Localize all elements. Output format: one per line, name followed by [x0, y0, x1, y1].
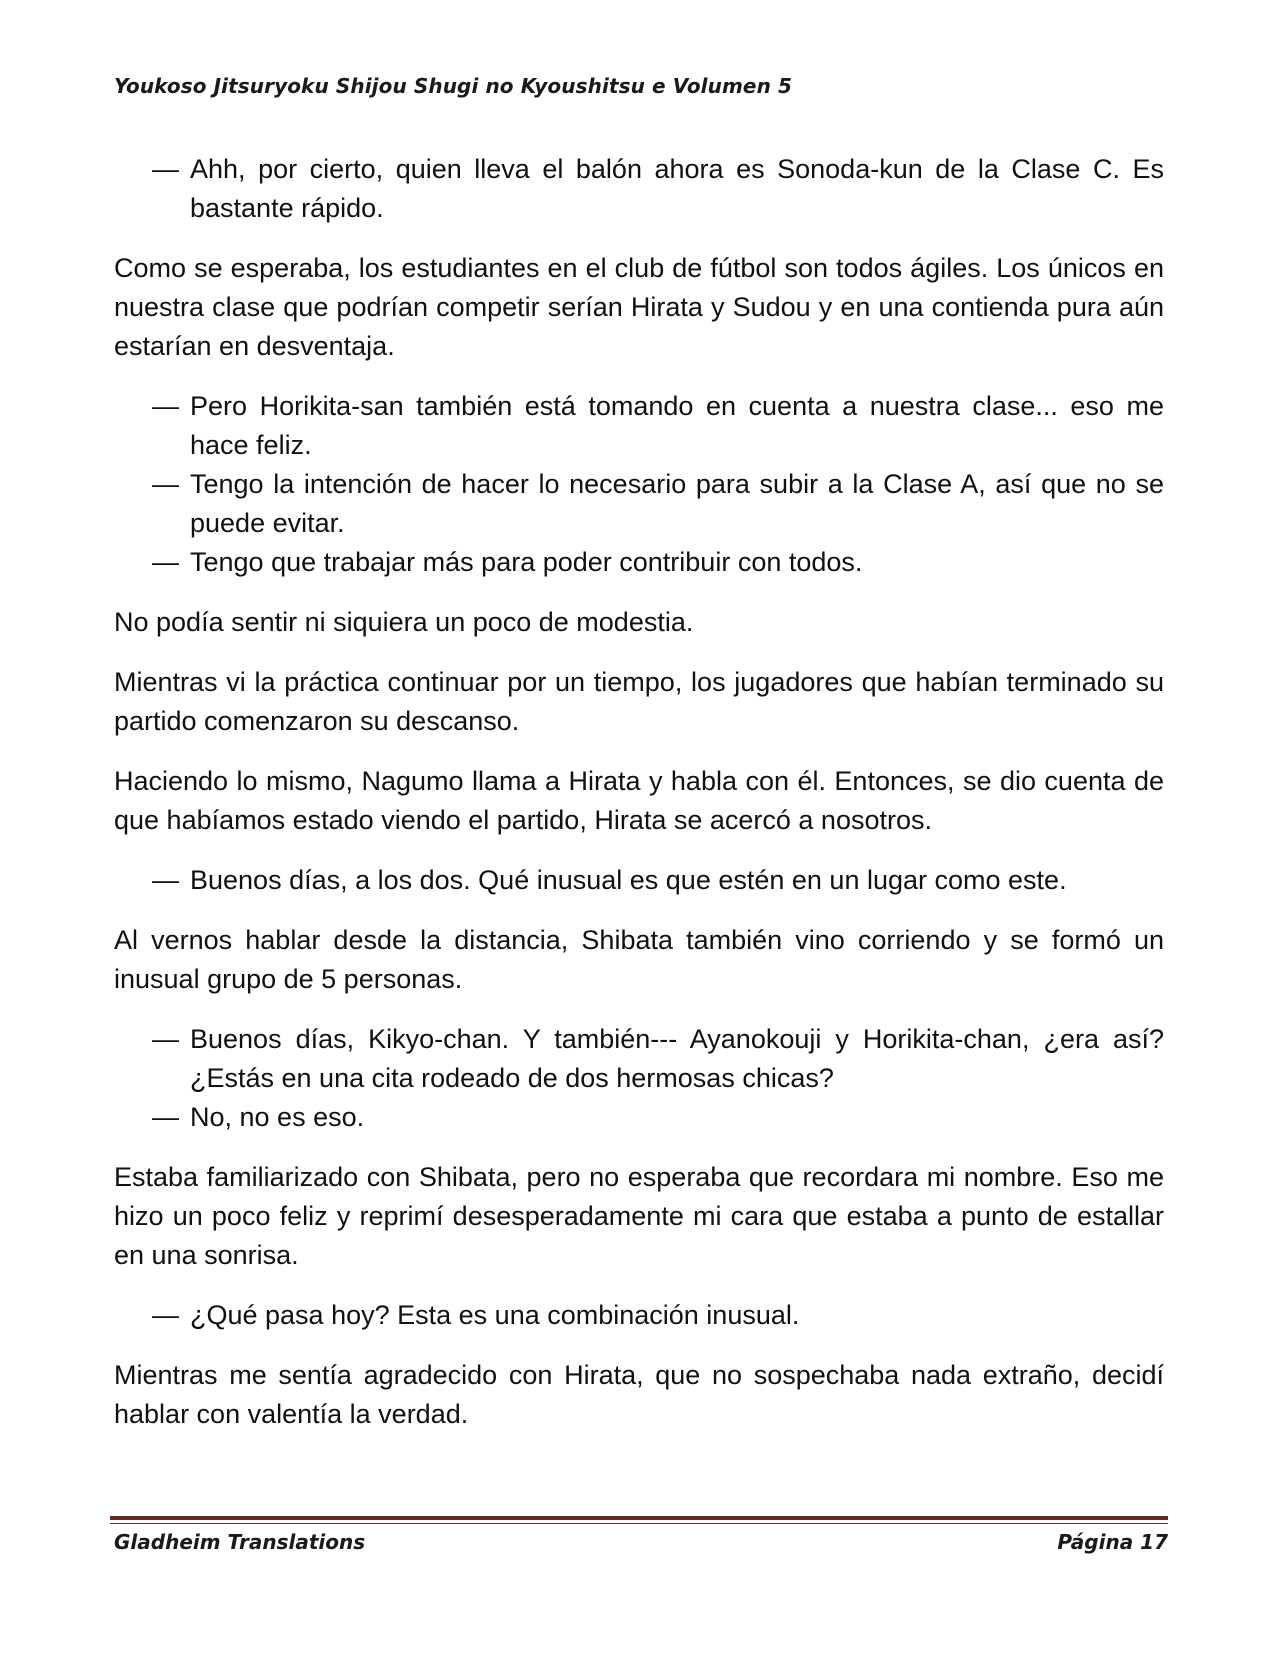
dialog-dash: —	[152, 547, 179, 577]
dialog-group	[152, 1296, 1164, 1335]
footer-divider	[110, 1516, 1168, 1526]
paragraph: Estaba familiarizado con Shibata, pero no esperaba que recordara mi nombre. Eso me hizo un poco feliz y reprimí desesperadamente mi cara que estaba a punto de estallar en una sonrisa.	[114, 1162, 1164, 1270]
dialog-line	[152, 150, 1164, 228]
dialog-group	[152, 1020, 1164, 1137]
dialog-group	[152, 387, 1164, 582]
dialog-line	[152, 1296, 1164, 1335]
dialog-text: Ahh, por cierto, quien lleva el balón ahora es Sonoda-kun de la Clase C. Es bastante rápido.	[190, 154, 1164, 223]
dialog-text: No, no es eso.	[190, 1102, 365, 1132]
dialog-dash: —	[152, 1300, 179, 1330]
paragraph: Al vernos hablar desde la distancia, Shibata también vino corriendo y se formó un inusual grupo de 5 personas.	[114, 925, 1164, 994]
footer-publisher: Gladheim Translations	[114, 1530, 366, 1554]
dialog-dash: —	[152, 469, 179, 499]
dialog-text: Buenos días, Kikyo-chan. Y también--- Ayanokouji y Horikita-chan, ¿era así? ¿Estás en una cita rodeado de dos hermosas chicas?	[190, 1024, 1164, 1093]
dialog-dash: —	[152, 391, 179, 421]
dialog-group	[152, 150, 1164, 228]
dialog-line	[152, 1098, 1164, 1137]
footer-divider-thick	[110, 1516, 1168, 1520]
paragraph: No podía sentir ni siquiera un poco de modestia.	[114, 607, 694, 637]
dialog-text: Pero Horikita-san también está tomando en cuenta a nuestra clase... eso me hace feliz.	[190, 391, 1164, 460]
paragraph: Como se esperaba, los estudiantes en el club de fútbol son todos ágiles. Los únicos en nuestra clase que podrían competir serían Hirata y Sudou y en una contienda pura aún estarían en desventaja.	[114, 253, 1164, 361]
dialog-line	[152, 861, 1164, 900]
dialog-dash: —	[152, 1102, 179, 1132]
paragraph: Mientras me sentía agradecido con Hirata, que no sospechaba nada extraño, decidí hablar con valentía la verdad.	[114, 1360, 1164, 1429]
dialog-dash: —	[152, 1024, 179, 1054]
dialog-group	[152, 861, 1164, 900]
dialog-dash: —	[152, 154, 179, 184]
dialog-text: Tengo que trabajar más para poder contribuir con todos.	[190, 547, 863, 577]
dialog-text: Tengo la intención de hacer lo necesario para subir a la Clase A, así que no se puede evitar.	[190, 469, 1164, 538]
footer-divider-thin	[110, 1523, 1168, 1524]
paragraph: Mientras vi la práctica continuar por un tiempo, los jugadores que habían terminado su partido comenzaron su descanso.	[114, 667, 1164, 736]
running-header: Youkoso Jitsuryoku Shijou Shugi no Kyoushitsu e Volumen 5	[114, 74, 792, 98]
dialog-line	[152, 1020, 1164, 1098]
dialog-text: Buenos días, a los dos. Qué inusual es que estén en un lugar como este.	[190, 865, 1067, 895]
page-body	[114, 150, 1164, 1455]
dialog-line	[152, 465, 1164, 543]
dialog-line	[152, 387, 1164, 465]
dialog-text: ¿Qué pasa hoy? Esta es una combinación inusual.	[190, 1300, 800, 1330]
dialog-dash: —	[152, 865, 179, 895]
page-number: Página 17	[1057, 1530, 1168, 1554]
paragraph: Haciendo lo mismo, Nagumo llama a Hirata y habla con él. Entonces, se dio cuenta de que habíamos estado viendo el partido, Hirata se acercó a nosotros.	[114, 766, 1164, 835]
dialog-line	[152, 543, 1164, 582]
